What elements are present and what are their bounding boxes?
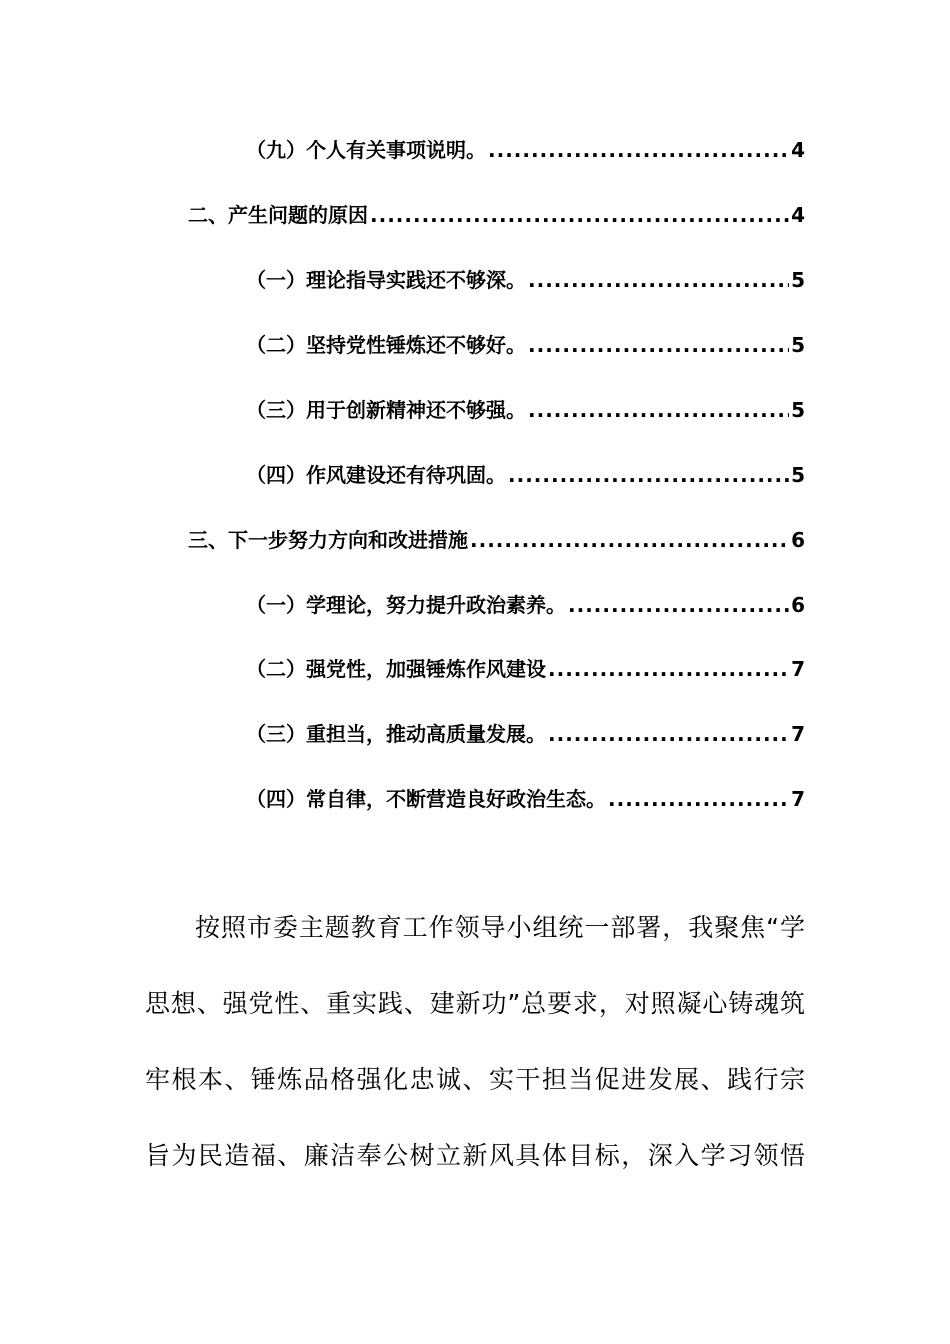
toc-entry-page: 5 xyxy=(791,333,805,357)
toc-entry-label: （九）个人有关事项说明。 xyxy=(246,138,486,162)
body-line: 思想、强党性、重实践、建新功”总要求，对照凝心铸魂筑 xyxy=(145,989,805,1018)
toc-entry-page: 7 xyxy=(791,722,805,746)
body-line: 牢根本、锤炼品格强化忠诚、实干担当促进发展、践行宗 xyxy=(145,1065,805,1094)
toc-entry-page: 4 xyxy=(791,203,805,227)
toc-entry-label: （二）强党性，加强锤炼作风建设 xyxy=(246,657,546,681)
toc-dot-leader xyxy=(528,329,789,361)
toc-entry-label: （四）作风建设还有待巩固。 xyxy=(246,463,506,487)
toc-entry-label: 二、产生问题的原因 xyxy=(188,203,368,227)
toc-entry-page: 5 xyxy=(791,398,805,422)
toc-dot-leader xyxy=(608,783,789,815)
toc-entry[interactable] xyxy=(246,394,805,426)
toc-entry[interactable] xyxy=(246,589,805,621)
toc-entry[interactable] xyxy=(188,199,805,231)
toc-entry-page: 7 xyxy=(791,657,805,681)
body-line: 旨为民造福、廉洁奉公树立新风具体目标，深入学习领悟 xyxy=(145,1141,805,1170)
toc-entry-label: 三、下一步努力方向和改进措施 xyxy=(188,528,468,552)
toc-entry[interactable] xyxy=(246,653,805,685)
toc-entry-label: （一）理论指导实践还不够深。 xyxy=(246,268,526,292)
toc-dot-leader xyxy=(370,199,789,231)
toc-entry-label: （四）常自律，不断营造良好政治生态。 xyxy=(246,787,606,811)
toc-dot-leader xyxy=(528,264,789,296)
toc-entry-label: （二）坚持党性锤炼还不够好。 xyxy=(246,333,526,357)
toc-dot-leader xyxy=(488,134,789,166)
toc-entry[interactable] xyxy=(246,459,805,491)
toc-entry[interactable] xyxy=(246,783,805,815)
toc-entry-page: 6 xyxy=(791,593,805,617)
toc-entry-page: 4 xyxy=(791,138,805,162)
toc-entry-page: 6 xyxy=(791,528,805,552)
toc-entry-label: （三）用于创新精神还不够强。 xyxy=(246,398,526,422)
body-line: 按照市委主题教育工作领导小组统一部署，我聚焦“学 xyxy=(195,913,805,942)
toc-dot-leader xyxy=(470,524,789,556)
toc-entry[interactable] xyxy=(246,264,805,296)
toc-entry[interactable] xyxy=(246,718,805,750)
toc-entry[interactable] xyxy=(188,524,805,556)
toc-dot-leader xyxy=(508,459,789,491)
toc-entry-page: 5 xyxy=(791,268,805,292)
toc-dot-leader xyxy=(528,394,789,426)
toc-entry-page: 5 xyxy=(791,463,805,487)
toc-entry-label: （一）学理论，努力提升政治素养。 xyxy=(246,593,566,617)
toc-entry[interactable] xyxy=(246,329,805,361)
toc-dot-leader xyxy=(548,653,789,685)
toc-dot-leader xyxy=(568,589,789,621)
toc-dot-leader xyxy=(548,718,789,750)
toc-entry-label: （三）重担当，推动高质量发展。 xyxy=(246,722,546,746)
toc-entry-page: 7 xyxy=(791,787,805,811)
toc-entry[interactable] xyxy=(246,134,805,166)
